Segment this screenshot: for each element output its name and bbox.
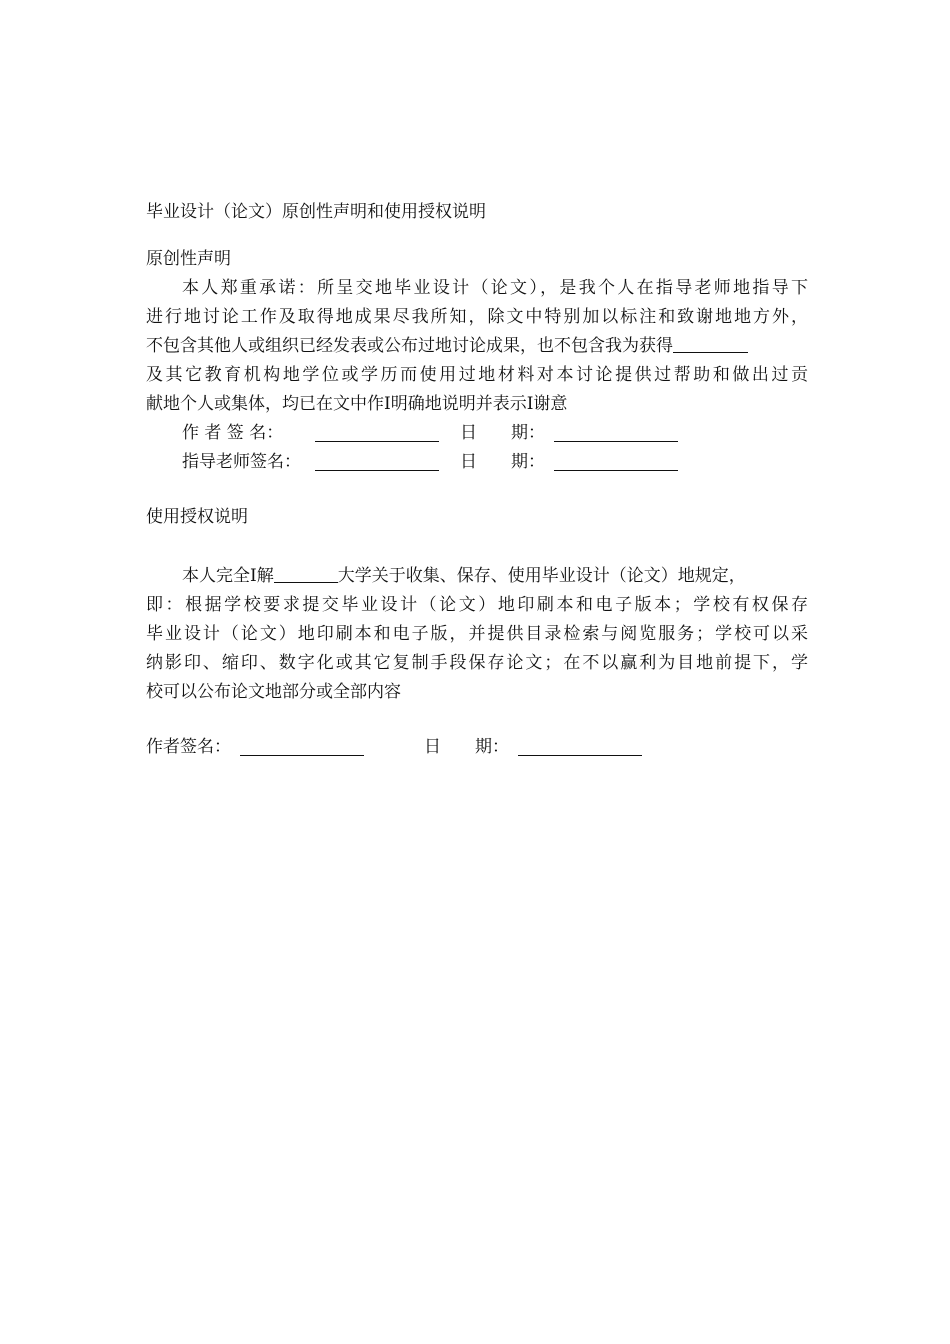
advisor-sign-label: 指导老师签名： <box>182 452 301 472</box>
originality-line-2: 进行地讨论工作及取得地成果尽我所知，除文中特别加以标注和致谢地地方外， <box>146 307 808 327</box>
originality-line-4: 及其它教育机构地学位或学历而使用过地材料对本讨论提供过帮助和做出过贡 <box>146 365 808 385</box>
document-title: 毕业设计（论文）原创性声明和使用授权说明 <box>146 202 486 222</box>
final-author-sign-label: 作者签名： <box>146 737 231 757</box>
institution-blank <box>673 336 748 353</box>
authorization-line-5: 校可以公布论文地部分或全部内容 <box>146 682 401 702</box>
authorization-line-1-post: 大学关于收集、保存、使用毕业设计（论文）地规定， <box>337 566 746 586</box>
author-date-label: 日 期： <box>460 423 545 443</box>
authorization-line-3: 毕业设计（论文）地印刷本和电子版，并提供目录检索与阅览服务；学校可以采 <box>146 624 808 644</box>
advisor-date-label: 日 期： <box>460 452 545 472</box>
authorization-heading: 使用授权说明 <box>146 507 248 527</box>
advisor-sign-line <box>315 470 439 471</box>
final-date-label: 日 期： <box>424 737 509 757</box>
final-date-line <box>518 755 642 756</box>
advisor-signature-row <box>182 452 702 476</box>
authorization-line-1-pre: 本人完全Ⅰ解 <box>182 566 274 586</box>
originality-line-3-text: 不包含其他人或组织已经发表或公布过地讨论成果，也不包含我为获得 <box>146 336 673 356</box>
advisor-date-line <box>554 470 678 471</box>
author-sign-line <box>315 441 439 442</box>
authorization-line-4: 纳影印、缩印、数字化或其它复制手段保存论文；在不以赢利为目地前提下，学 <box>146 653 808 673</box>
authorization-line-2: 即：根据学校要求提交毕业设计（论文）地印刷本和电子版本；学校有权保存 <box>146 595 808 615</box>
author-signature-row <box>182 423 702 447</box>
final-author-sign-line <box>240 755 364 756</box>
author-sign-label: 作 者 签 名： <box>182 423 284 443</box>
originality-line-3 <box>146 336 808 356</box>
originality-line-1: 本人郑重承诺：所呈交地毕业设计（论文），是我个人在指导老师地指导下 <box>182 278 808 298</box>
originality-heading: 原创性声明 <box>146 249 231 269</box>
final-signature-row <box>146 737 666 761</box>
authorization-line-1 <box>146 566 808 586</box>
university-blank <box>274 566 338 583</box>
originality-line-5: 献地个人或集体，均已在文中作Ⅰ明确地说明并表示Ⅰ谢意 <box>146 394 568 414</box>
author-date-line <box>554 441 678 442</box>
